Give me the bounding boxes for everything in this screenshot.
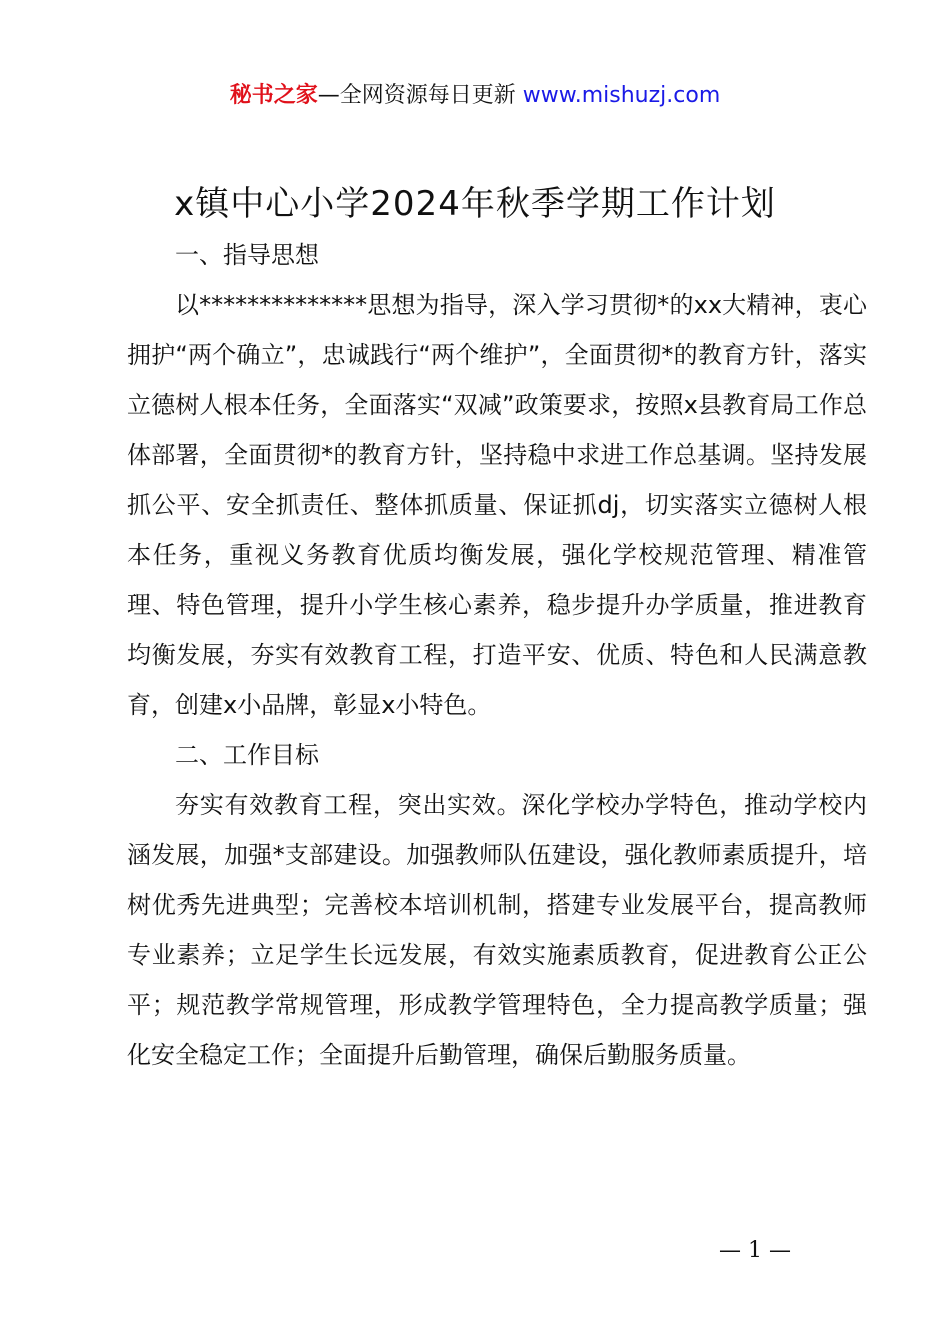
- header-tagline: —全网资源每日更新: [317, 83, 516, 108]
- document-body: [127, 230, 867, 1080]
- paragraph-work-goals: 夯实有效教育工程，突出实效。深化学校办学特色，推动学校内涵发展，加强*支部建设。加强教师队伍建设，强化教师素质提升，培树优秀先进典型；完善校本培训机制，搭建专业发展平台，提高教师专业素养；立足学生长远发展，有效实施素质教育，促进教育公正公平；规范教学常规管理，形成教学管理特色，全力提高教学质量；强化安全稳定工作；全面提升后勤管理，确保后勤服务质量。: [127, 791, 867, 1069]
- site-url-link[interactable]: www.mishuzj.com: [522, 83, 721, 108]
- brand-name: 秘书之家: [229, 83, 318, 108]
- page-number: — 1 —: [719, 1238, 791, 1263]
- paragraph-guiding-thought: 以**************思想为指导，深入学习贯彻*的xx大精神，衷心拥护“两个确立”，忠诚践行“两个维护”，全面贯彻*的教育方针，落实立德树人根本任务，全面落实“双减”政策要求，按照x县教育局工作总体部署，全面贯彻*的教育方针，坚持稳中求进工作总基调。坚持发展抓公平、安全抓责任、整体抓质量、保证抓dj，切实落实立德树人根本任务，重视义务教育优质均衡发展，强化学校规范管理、精准管理、特色管理，提升小学生核心素养，稳步提升办学质量，推进教育均衡发展，夯实有效教育工程，打造平安、优质、特色和人民满意教育，创建x小品牌，彰显x小特色。: [127, 291, 867, 719]
- site-header: [0, 80, 950, 112]
- document-title: x镇中心小学2024年秋季学期工作计划: [174, 184, 776, 224]
- section-heading-guiding-thought: 一、指导思想: [175, 241, 319, 269]
- section-heading-work-goals: 二、工作目标: [175, 741, 319, 769]
